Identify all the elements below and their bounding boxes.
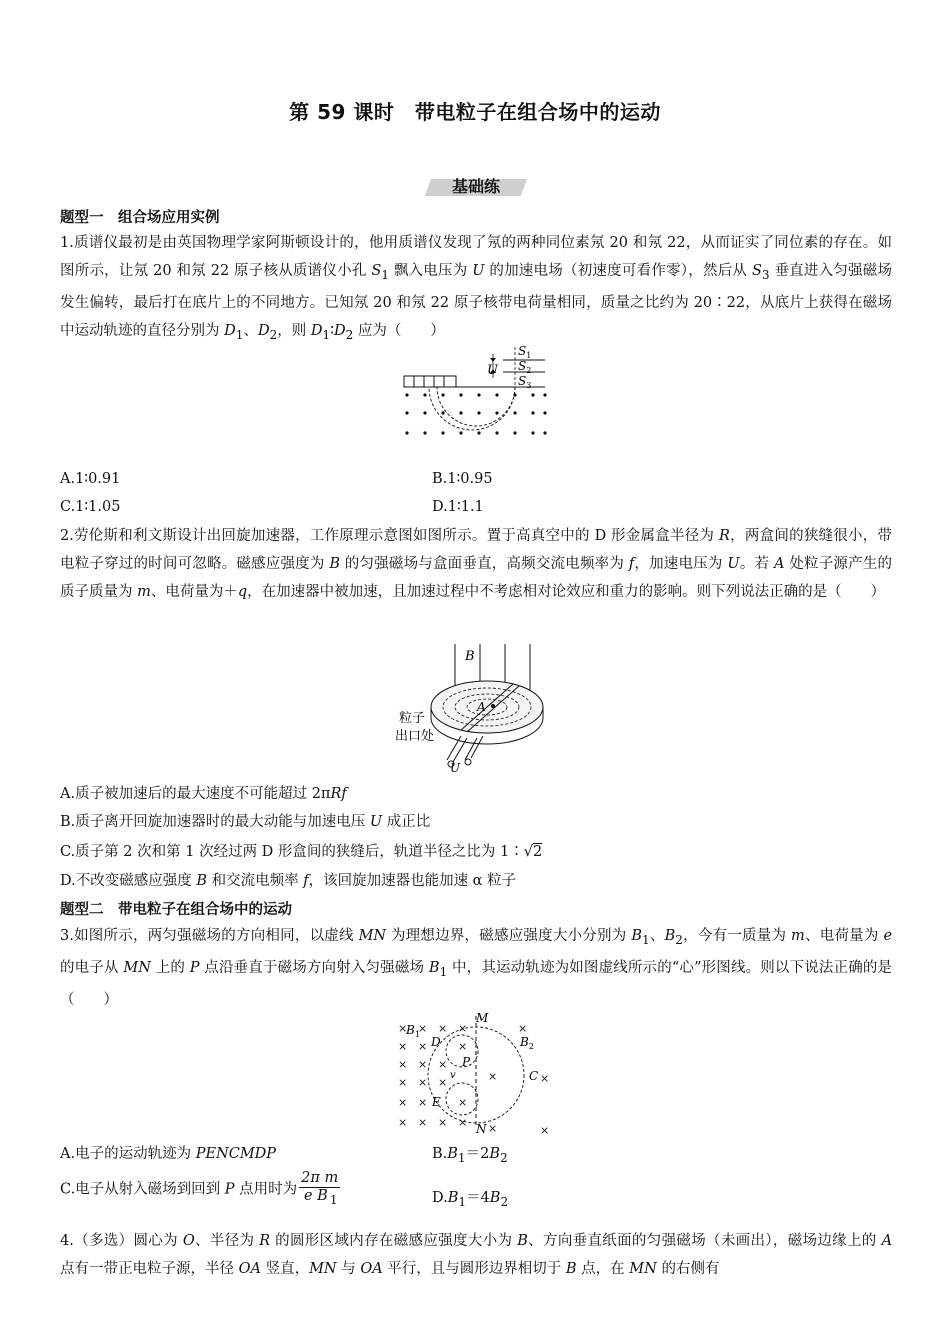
q1-option-c[interactable]: C.1∶1.05 <box>60 499 121 515</box>
question-4-text: 4.（多选）圆心为 O、半径为 R 的圆形区域内存在磁感应强度大小为 B、方向垂直纸面的匀强磁场（未画出），磁场边缘上的 A 点有一带正电粒子源，半径 OA 竖直，MN 与 OA 平行，且与圆形边界相切于 B 点，在 MN 的右侧有 <box>60 1233 893 1277</box>
trajectory-small <box>437 387 515 426</box>
mass-spectrometer-figure <box>395 342 560 442</box>
svg-text:×: × <box>488 1122 498 1135</box>
question-3-text: 3.如图所示，两匀强磁场的方向相同，以虚线 MN 为理想边界，磁感应强度大小分别为 $B_1$、$B_2$，今有一质量为 m、电荷量为 e 的电子从 MN 上的 P 点沿垂直于磁场方向射入匀强磁场 $B_1$ 中，其运动轨迹为如图虚线所示的“心”形图线。则以下说法正确的是（ ） <box>60 928 893 1008</box>
b2-sub: 2 <box>528 1042 534 1051</box>
magnetic-field-dots <box>405 393 546 434</box>
voltage-label: U <box>487 363 498 378</box>
q2-option-a[interactable]: A.质子被加速后的最大速度不可能超过 2πRf <box>60 786 347 802</box>
svg-text:B2 <box>519 1035 534 1051</box>
svg-text:×: × <box>458 1040 468 1053</box>
section-heading-2: 题型二 带电粒子在组合场中的运动 <box>60 902 292 918</box>
b1-sub: 1 <box>414 1030 420 1039</box>
slit-s1-label: S <box>518 344 527 358</box>
q1-option-b[interactable]: B.1∶0.95 <box>432 471 493 487</box>
svg-text:×: × <box>398 1022 408 1035</box>
q3-option-d[interactable]: $D.B_1=4B_2$ <box>432 1190 509 1209</box>
slit-s3-label: S <box>518 374 527 388</box>
badge-label: 基础练 <box>451 177 500 196</box>
b1-label: B <box>406 1023 415 1037</box>
svg-text:S1 <box>518 344 531 360</box>
point-c-label: C <box>529 1069 539 1083</box>
page-title: 第 59 课时 带电粒子在组合场中的运动 <box>289 100 661 124</box>
svg-text:×: × <box>488 1070 498 1083</box>
question-2-text: 2.劳伦斯和利文斯设计出回旋加速器，工作原理示意图如图所示。置于高真空中的 D 形金属盒半径为 R，两盒间的狭缝很小，带电粒子穿过的时间可忽略。磁感应强度为 B 的匀强磁场与盒面垂直，高频交流电频率为 f，加速电压为 U。若 A 处粒子源产生的质子质量为 m、电荷量为＋q，在加速器中被加速，且加速过程中不考虑相对论效应和重力的影响。则下列说法正确的是（ ） <box>60 528 893 600</box>
section-badge <box>428 176 524 198</box>
svg-text:×: × <box>398 1116 408 1129</box>
ac-voltage-label: U <box>450 761 461 775</box>
time-fraction: $\frac{\text{2π m}}{e B _1}$ <box>301 1170 339 1207</box>
exit-label-line2: 出口处 <box>395 729 435 744</box>
svg-text:×: × <box>438 1116 448 1129</box>
trajectory-large <box>429 387 515 430</box>
slit-s2-label: S <box>518 359 527 373</box>
section-heading-1: 题型一 组合场应用实例 <box>60 210 220 226</box>
b2-label: B <box>520 1035 529 1049</box>
svg-text:×: × <box>438 1022 448 1035</box>
svg-text:×: × <box>418 1096 428 1109</box>
slit-s3-sub: 3 <box>526 381 532 390</box>
svg-text:×: × <box>518 1022 528 1035</box>
svg-text:S2 <box>518 359 531 375</box>
point-p-label: P <box>462 1055 471 1069</box>
slit-s1-sub: 1 <box>526 351 532 360</box>
svg-text:×: × <box>438 1058 448 1071</box>
source-label-a: A <box>477 700 486 714</box>
svg-text:×: × <box>418 1076 428 1089</box>
svg-text:×: × <box>458 1116 468 1129</box>
svg-text:×: × <box>458 1022 468 1035</box>
svg-text:×: × <box>438 1076 448 1089</box>
svg-text:×: × <box>418 1116 428 1129</box>
q2-option-d[interactable]: D.不改变磁感应强度 B 和交流电频率 f，该回旋加速器也能加速 α 粒子 <box>60 873 517 889</box>
svg-text:×: × <box>458 1096 468 1109</box>
q3-option-a[interactable]: A.电子的运动轨迹为 PENCMDP <box>60 1146 277 1162</box>
q1-option-a[interactable]: A.1∶0.91 <box>60 471 121 487</box>
film-plate <box>404 376 456 387</box>
svg-text:×: × <box>398 1076 408 1089</box>
svg-text:×: × <box>398 1040 408 1053</box>
heart-trajectory-figure <box>392 1008 560 1138</box>
q2-option-b[interactable]: B.质子离开回旋加速器时的最大动能与加速电压 U 成正比 <box>60 814 431 830</box>
field-label-b: B <box>465 649 475 664</box>
svg-text:×: × <box>418 1058 428 1071</box>
svg-text:×: × <box>418 1040 428 1053</box>
exit-label-line1: 粒子 <box>399 711 426 726</box>
svg-text:×: × <box>540 1124 550 1137</box>
svg-text:×: × <box>398 1058 408 1071</box>
sqrt-symbol: √ <box>523 844 533 860</box>
point-d-label: D <box>431 1035 441 1049</box>
point-n-label: N <box>476 1122 487 1136</box>
svg-text:×: × <box>418 1022 428 1035</box>
svg-text:×: × <box>540 1072 550 1085</box>
q3-option-c[interactable]: C.电子从射入磁场到回到 P 点用时为 $\frac{\text{2π m}}{e B _1}$ <box>60 1170 339 1207</box>
q3-option-b[interactable]: $B.B_1=2B_2$ <box>432 1146 508 1165</box>
svg-text:S3 <box>518 374 531 390</box>
slit-s2-sub: 2 <box>526 366 532 375</box>
point-e-label: E <box>432 1095 441 1109</box>
q2-option-c[interactable]: C.质子第 2 次和第 1 次经过两 D 形盒间的狭缝后，轨道半径之比为 1∶√2 <box>60 844 543 860</box>
svg-text:×: × <box>398 1096 408 1109</box>
velocity-label: v <box>450 1070 456 1081</box>
q1-option-d[interactable]: D.1∶1.1 <box>432 499 484 515</box>
question-1-text: 1.质谱仪最初是由英国物理学家阿斯顿设计的，他用质谱仪发现了氖的两种同位素氖 20 和氖 22，从而证实了同位素的存在。如图所示，让氖 20 和氖 22 原子核从质谱仪小孔 $S_1$ 飘入电压为 U 的加速电场（初速度可看作零），然后从 $S_3$ 垂直进入匀强磁场发生偏转，最后打在底片上的不同地方。已知氖 20 和氖 22 原子核带电荷量相同，质量之比约为 20∶22，从底片上获得在磁场中运动轨迹的直径分别为 $D_1$、$D_2$，则 $D_1∶D_2$ 应为（ ） <box>60 235 893 342</box>
point-m-label: M <box>476 1011 489 1025</box>
cyclotron-figure <box>395 640 567 775</box>
